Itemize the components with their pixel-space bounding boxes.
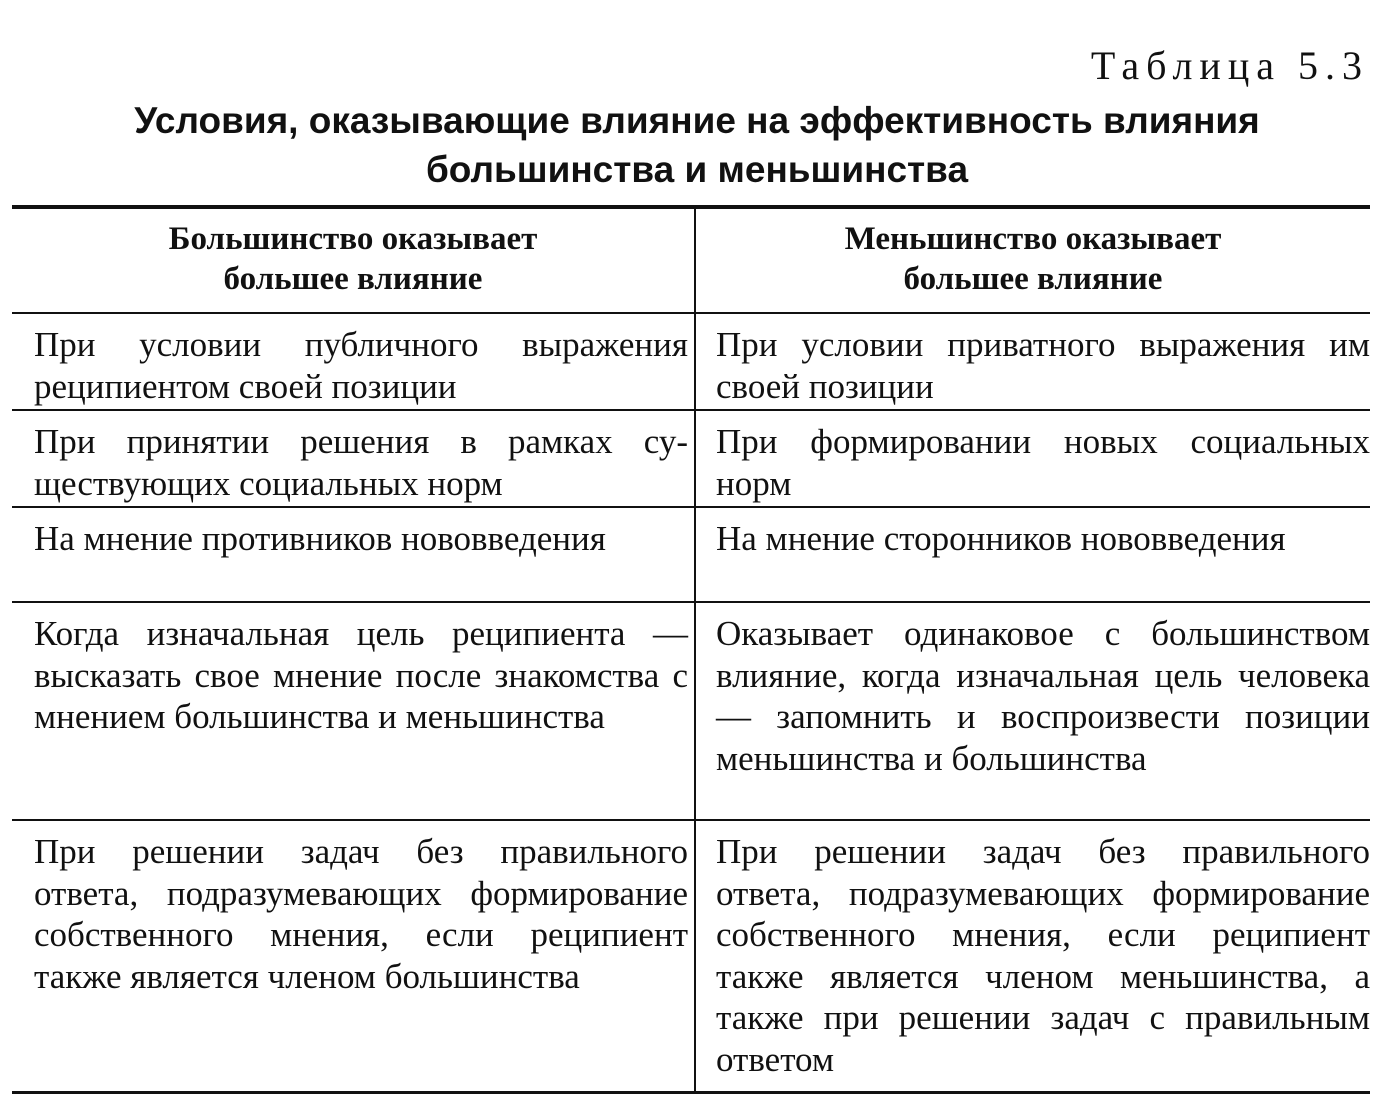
majority-condition: При решении задач без правильного ответа, подразумевающих формирование собственного мнения, если реципиент также является членом большинства xyxy=(12,821,696,1091)
table-row xyxy=(12,603,1370,821)
header-minority-line-2: большее влияние xyxy=(903,261,1163,297)
table-title xyxy=(12,96,1382,194)
minority-condition: При условии приватного выражения им своей позиции xyxy=(716,325,1370,406)
header-majority-line-2: большее влияние xyxy=(223,261,483,297)
header-minority-line-1: Меньшинство оказывает xyxy=(844,221,1222,257)
table-row xyxy=(12,508,1370,603)
table-caption: Таблица 5.3 xyxy=(1090,43,1369,88)
table-title-line-1: Условия, оказывающие влияние на эффективность влияния xyxy=(134,100,1260,141)
minority-condition: Оказывает одинаковое с большинством влияние, когда изначальная цель человека — запомнить и воспроизвести позиции меньшинства и большинства xyxy=(716,614,1370,778)
majority-condition: На мнение противников нововведения xyxy=(12,508,696,601)
table-row xyxy=(12,314,1370,411)
minority-condition: На мнение сторонников нововведения xyxy=(716,519,1286,558)
table-row xyxy=(12,821,1370,1091)
minority-condition: При формировании новых социальных норм xyxy=(716,422,1370,503)
majority-condition: При условии публичного выражения реципиентом своей позиции xyxy=(12,314,696,409)
minority-condition: При решении задач без правильного ответа, подразумевающих формирование собственного мнения, если реципиент также является членом меньшинства, а также при решении задач с правильным ответом xyxy=(716,832,1370,1079)
header-majority xyxy=(12,209,696,312)
table-title-line-2: большинства и меньшинства xyxy=(425,149,969,190)
table-header-row xyxy=(12,209,1370,314)
majority-condition: Когда изначальная цель реципиента — высказать свое мнение после знакомства с мнением большинства и меньшинства xyxy=(12,603,696,819)
comparison-table xyxy=(12,205,1370,1094)
header-majority-line-1: Большинство оказывает xyxy=(168,221,538,257)
majority-condition: При принятии решения в рамках существующих социальных норм xyxy=(12,411,696,506)
table-row xyxy=(12,411,1370,508)
header-minority xyxy=(696,209,1370,312)
